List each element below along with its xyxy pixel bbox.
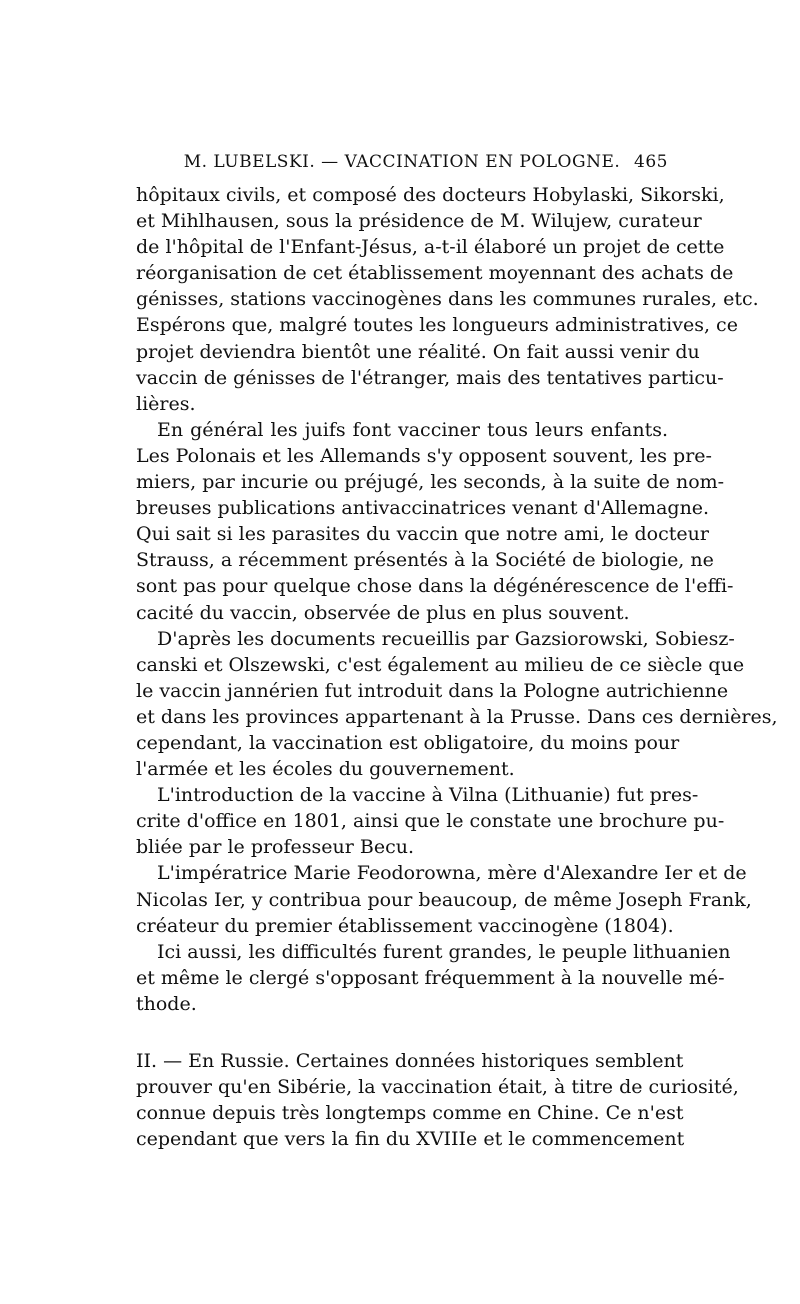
text-line: canski et Olszewski, c'est également au milieu de ce siècle que xyxy=(136,653,745,676)
text-line: bliée par le professeur Becu. xyxy=(136,836,415,859)
text-line: prouver qu'en Sibérie, la vaccination était, à titre de curiosité, xyxy=(136,1076,739,1099)
text-line: L'impératrice Marie Feodorowna, mère d'Alexandre Ier et de xyxy=(157,862,747,885)
text-line: hôpitaux civils, et composé des docteurs Hobylaski, Sikorski, xyxy=(136,184,725,206)
text-line: et Mihlhausen, sous la présidence de M. Wilujew, curateur xyxy=(136,210,702,233)
text-line: et même le clergé s'opposant fréquemment à la nouvelle mé- xyxy=(136,966,725,989)
text-line: Ici aussi, les difficultés furent grandes, le peuple lithuanien xyxy=(157,940,731,963)
paragraph-vaccination-groups xyxy=(136,417,734,626)
text-line: cependant, la vaccination est obligatoire, du moins pour xyxy=(136,731,680,754)
text-line: L'introduction de la vaccine à Vilna (Lithuanie) fut pres- xyxy=(157,784,699,807)
text-line: Qui sait si les parasites du vaccin que notre ami, le docteur xyxy=(136,523,709,546)
running-title: M. LUBELSKI. — VACCINATION EN POLOGNE. xyxy=(183,152,621,172)
text-line: le vaccin jannérien fut introduit dans la Pologne autrichienne xyxy=(136,679,729,702)
text-line: Espérons que, malgré toutes les longueurs administratives, ce xyxy=(136,314,738,337)
text-line: thode. xyxy=(136,992,197,1015)
section-gap xyxy=(136,1017,668,1048)
text-line: D'après les documents recueillis par Gazsiorowski, Sobiesz- xyxy=(157,627,735,650)
text-line: l'armée et les écoles du gouvernement. xyxy=(136,758,515,781)
text-line: Strauss, a récemment présentés à la Société de biologie, ne xyxy=(136,549,714,572)
text-line: En général les juifs font vacciner tous leurs enfants. xyxy=(157,418,668,441)
text-line: créateur du premier établissement vaccinogène (1804). xyxy=(136,914,674,937)
text-line: génisses, stations vaccinogènes dans les communes rurales, etc. xyxy=(136,288,759,311)
text-line: cependant que vers la fin du XVIIIe et le commencement xyxy=(136,1128,685,1151)
text-line: II. — En Russie. Certaines données historiques semblent xyxy=(136,1050,684,1072)
paragraph-empress xyxy=(136,860,752,938)
text-line: miers, par incurie ou préjugé, les seconds, à la suite de nom- xyxy=(136,471,725,494)
running-head xyxy=(136,152,668,178)
text-line: Nicolas Ier, y contribua pour beaucoup, de même Joseph Frank, xyxy=(136,888,752,911)
text-line: connue depuis très longtemps comme en Chine. Ce n'est xyxy=(136,1102,684,1125)
paragraph-vilna xyxy=(136,782,725,860)
text-line: réorganisation de cet établissement moyennant des achats de xyxy=(136,262,734,285)
text-line: et dans les provinces appartenant à la Prusse. Dans ces dernières, xyxy=(136,705,778,728)
text-line: sont pas pour quelque chose dans la dégénérescence de l'effi- xyxy=(136,575,734,598)
paragraph-russia-section xyxy=(136,1048,739,1152)
paragraph-continuation xyxy=(136,182,759,417)
text-line: Les Polonais et les Allemands s'y opposent souvent, les pre- xyxy=(136,444,712,467)
paragraph-difficulties xyxy=(136,939,731,1017)
text-line: de l'hôpital de l'Enfant-Jésus, a-t-il élaboré un projet de cette xyxy=(136,236,725,259)
text-line: vaccin de génisses de l'étranger, mais des tentatives particu- xyxy=(136,366,724,389)
text-line: projet deviendra bientôt une réalité. On fait aussi venir du xyxy=(136,340,700,363)
text-line: lières. xyxy=(136,392,196,415)
text-line: breuses publications antivaccinatrices venant d'Allemagne. xyxy=(136,497,710,520)
body-text xyxy=(136,182,778,1152)
paragraph-documents xyxy=(136,626,778,783)
text-line: crite d'office en 1801, ainsi que le constate une brochure pu- xyxy=(136,810,725,833)
page-number: 465 xyxy=(634,152,668,172)
text-line: cacité du vaccin, observée de plus en plus souvent. xyxy=(136,601,630,624)
